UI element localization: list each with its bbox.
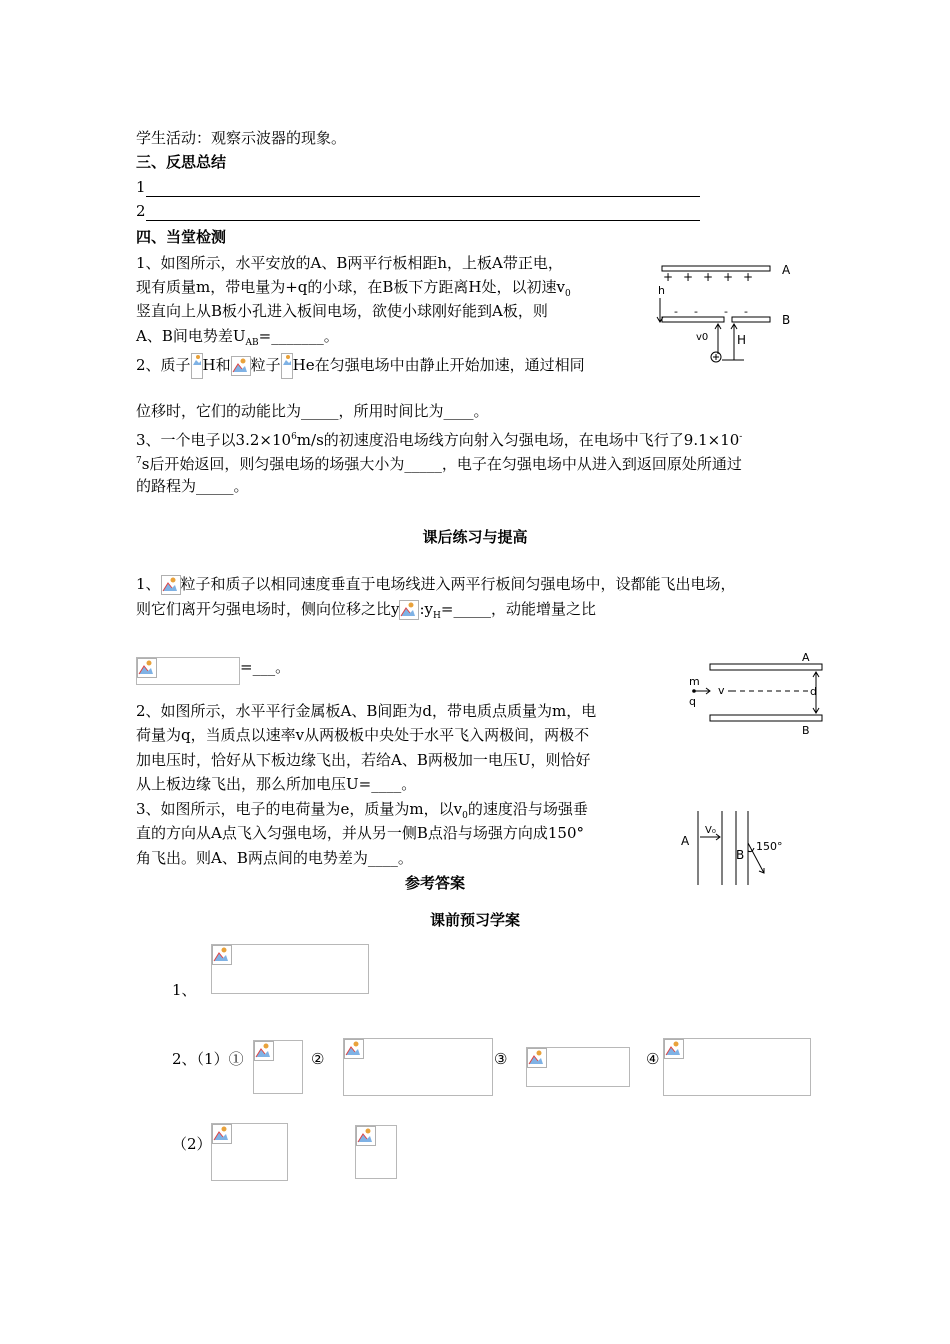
fig2-label-v: v	[718, 684, 725, 697]
section-exercise-heading: 课后练习与提高	[422, 528, 528, 546]
energy-ratio-image	[136, 657, 240, 685]
answer-2-3-image	[526, 1047, 630, 1087]
fig1-label-b: B	[782, 313, 791, 327]
svg-text:+: +	[703, 270, 714, 284]
svg-text:-: -	[674, 305, 678, 318]
svg-text:-: -	[744, 305, 748, 318]
answer-2-part2-image-a	[211, 1123, 288, 1181]
answer-2-label: 2、（1）①	[172, 1050, 244, 1068]
q3-line-3: 的路程为_____。	[136, 477, 249, 495]
fig3-label-v0: V₀	[705, 825, 716, 836]
alpha-particle-image	[161, 575, 181, 595]
svg-text:+: +	[723, 270, 734, 284]
section-test-heading: 四、当堂检测	[136, 228, 227, 246]
svg-text:+: +	[743, 270, 754, 284]
fig3-label-b: B	[736, 848, 745, 862]
fig2-label-d: d	[810, 685, 817, 698]
svg-text:+: +	[663, 270, 674, 284]
e2-line-4: 从上板边缘飞出，那么所加电压U=____。	[136, 775, 417, 793]
e3-line-3: 角飞出。则A、B两点间的电势差为____。	[136, 849, 413, 867]
preview-heading: 课前预习学案	[429, 911, 520, 929]
q1-line-4: A、B间电势差$U_{AB}=\_\_\_\_\_\_\_$。	[136, 327, 339, 348]
answer-2-3-label: ③	[494, 1050, 508, 1068]
answer-2-4-label: ④	[646, 1050, 660, 1068]
answer-2-part2-image-b	[355, 1125, 397, 1179]
e1-line-1: 1、 粒子和质子以相同速度垂直于电场线进入两平行板间匀强电场中，设都能飞出电场，	[136, 575, 736, 593]
answer-1-label: 1、	[172, 981, 197, 999]
answer-2-1-image	[253, 1040, 303, 1094]
y-alpha-subscript-image	[399, 600, 419, 620]
q1-line-2: 现有质量m，带电量为+q的小球，在B板下方距离H处，以初速$v_0$	[136, 278, 571, 299]
helium-symbol-image	[281, 353, 293, 379]
fig2-label-m: m	[689, 675, 700, 688]
proton-symbol-image	[191, 353, 203, 379]
fig2-label-a: A	[802, 651, 810, 664]
e2-line-2: 荷量为q，当质点以速率v从两极板中央处于水平飞入两极间，两极不	[136, 726, 590, 744]
parallel-plates-figure-1	[652, 262, 802, 368]
e3-line-1: 3、如图所示，电子的电荷量为e，质量为m，以$v_0$的速度沿与场强垂	[136, 800, 588, 821]
e2-line-1: 2、如图所示，水平平行金属板A、B间距为d，带电质点质量为m，电	[136, 702, 597, 720]
fig1-label-v0: v0	[696, 332, 709, 343]
q3-line-1: 3、一个电子以$3.2\times 10^6m/s$的初速度沿电场线方向射入匀强电场，在电场中飞行了9.1×10-	[136, 431, 743, 449]
q2-line-2: 位移时，它们的动能比为_____，所用时间比为____。	[136, 402, 489, 420]
q1-line-1: 1、如图所示，水平安放的A、B两平行板相距h，上板A带正电，	[136, 254, 563, 272]
answers-heading: 参考答案	[404, 874, 465, 892]
fig2-label-b: B	[802, 724, 810, 736]
fig3-label-angle: 150°	[756, 840, 783, 853]
e1-line-2: 则它们离开匀强电场时，侧向位移之比y $:y_H=\_\_\_\_\_$，动能增量之比	[136, 600, 596, 621]
e3-line-2: 直的方向从A点飞入匀强电场，并从另一侧B点沿与场强方向成150°	[136, 824, 584, 842]
q3-line-2: $^7$s后开始返回，则匀强电场的场强大小为_____，电子在匀强电场中从进入到返回原处所通过	[136, 455, 742, 473]
e1-line-3: =___。	[240, 658, 291, 676]
fig3-label-a: A	[681, 834, 690, 848]
q2-line-1: 2、质子 H和 粒子 He在匀强电场中由静止开始加速，通过相同	[136, 353, 585, 379]
reflection-line-2: 2	[136, 201, 700, 221]
answer-2-2-image	[343, 1038, 493, 1096]
answer-2-part2-label: （2）	[172, 1135, 212, 1153]
fig1-label-a: A	[782, 263, 791, 277]
fig1-label-h: h	[658, 284, 665, 297]
svg-text:-: -	[724, 305, 728, 318]
q1-line-3: 竖直向上从B板小孔进入板间电场，欲使小球刚好能到A板，则	[136, 302, 548, 320]
parallel-plates-figure-2	[684, 650, 832, 736]
reflection-line-1: 1	[136, 177, 700, 197]
svg-text:+: +	[683, 270, 694, 284]
e2-line-3: 加电压时，恰好从下板边缘飞出，若给A、B两极加一电压U，则恰好	[136, 751, 591, 769]
fig2-label-q: q	[689, 695, 696, 708]
answer-2-4-image	[663, 1038, 811, 1096]
alpha-symbol-image	[231, 356, 251, 376]
section-reflection-heading: 三、反思总结	[136, 153, 227, 171]
student-activity: 学生活动：观察示波器的现象。	[136, 129, 347, 147]
answer-2-2-label: ②	[311, 1050, 325, 1068]
fig1-label-H: H	[737, 333, 747, 347]
answer-1-image	[211, 944, 369, 994]
svg-text:-: -	[694, 305, 698, 318]
